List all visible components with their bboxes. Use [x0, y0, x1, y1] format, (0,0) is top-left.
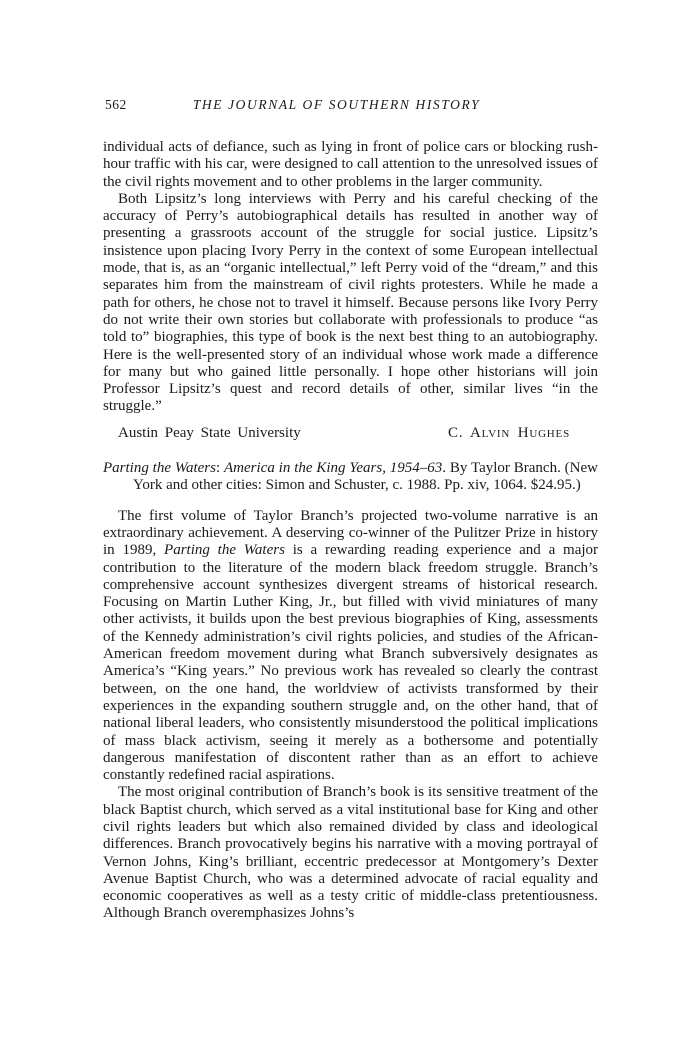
reviewer-affiliation: Austin Peay State University: [118, 424, 301, 441]
reviewer-name: C. Alvin Hughes: [447, 424, 570, 441]
review1-paragraph-2: Both Lipsitz’s long interviews with Perry and his careful checking of the accuracy of Perry’s autobiographical details has resulted in another way of presenting a grassroots account of the struggle for social justice. Lipsitz’s insistence upon placing Ivory Perry in the context of some European intellectual mode, that is, as an “organic intellectual,” left Perry void of the “dream,” and this separates him from the mainstream of civil rights protesters. While he made a path for others, he chose not to travel it himself. Because persons like Ivory Perry do not write their own stories but collaborate with professionals to produce “as told to” biographies, this type of book is the next best thing to an autobiography. Here is the well-presented story of an individual whose work made a difference for many but who gained little personally. I hope other historians will join Professor Lipsitz’s quest and record details of other, similar lives “in the struggle.”: [103, 190, 598, 415]
text-column: [103, 97, 598, 923]
review1-paragraph-continuation: individual acts of defiance, such as lying in front of police cars or blocking rush-hour traffic with his car, were designed to call attention to the unresolved issues of the civil rights movement and to other problems in the larger community.: [103, 139, 598, 190]
book-citation: Parting the Waters: America in the King Years, 1954–63. By Taylor Branch. (New York and other cities: Simon and Schuster, c. 1988. Pp. xiv, 1064. $24.95.): [103, 460, 599, 494]
review2-paragraph-1: The first volume of Taylor Branch’s projected two-volume narrative is an extraordinary achievement. A deserving co-winner of the Pulitzer Prize in history in 1989, Parting the Waters is a rewarding reading experience and a major contribution to the literature of the modern black freedom struggle. Branch’s comprehensive account synthesizes divergent streams of historical research. Focusing on Martin Luther King, Jr., but filled with vivid miniatures of many other activists, it builds upon the best previous biographies of King, assessments of the Kennedy administration’s civil rights policies, and studies of the African-American freedom movement during what Branch subversively designates as America’s “King years.” No previous work has revealed so clearly the contrast between, on the one hand, the worldview of activists transformed by their experiences in the expanding southern struggle and, on the other hand, that of national liberal leaders, who consistently misunderstood the political implications of mass black activism, seeing it merely as a bothersome and potentially dangerous manifestation of discontent rather than as an effort to achieve constantly redefined racial aspirations.: [103, 507, 599, 784]
running-head: [103, 97, 598, 114]
journal-title: THE JOURNAL OF SOUTHERN HISTORY: [192, 97, 481, 112]
reviewer-signature: [103, 425, 598, 442]
page-number: 562: [105, 97, 127, 112]
review2-paragraph-2: The most original contribution of Branch’s book is its sensitive treatment of the black Baptist church, which served as a vital institutional base for King and other civil rights leaders but which also remained divided by class and ideological differences. Branch provocatively begins his narrative with a moving portrayal of Vernon Johns, King’s brilliant, eccentric predecessor at Montgomery’s Dexter Avenue Baptist Church, who was a determined advocate of racial equality and economic cooperatives as well as a testy critic of middle-class pretentiousness. Although Branch overemphasizes Johns’s: [103, 784, 598, 922]
